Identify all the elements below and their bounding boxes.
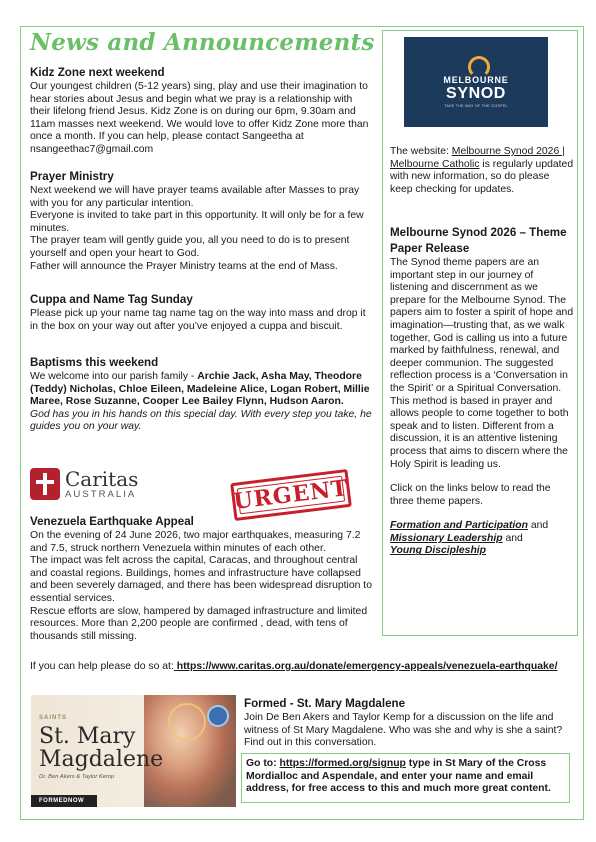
synod-website-link[interactable]: Melbourne Synod 2026 | Melbourne Catholic bbox=[390, 146, 565, 170]
urgent-stamp: URGENT bbox=[230, 469, 352, 521]
formed-rest: type in St Mary of the Cross Mordialloc and Aspendale, and enter your name and email address, for free access to this and much more great content. bbox=[246, 758, 551, 795]
saints-label: SAINTS bbox=[39, 715, 68, 721]
formed-section bbox=[244, 697, 574, 750]
kidz-zone-heading: Kidz Zone next weekend bbox=[30, 66, 165, 79]
caritas-logo-sub: AUSTRALIA bbox=[65, 488, 137, 500]
caritas-donate-link[interactable]: https://www.caritas.org.au/donate/emergency-appeals/venezuela-earthquake/ bbox=[173, 661, 558, 672]
formed-signup-link[interactable]: https://formed.org/signup bbox=[279, 758, 406, 769]
venezuela-section bbox=[30, 515, 374, 643]
synod-logo-tagline: TAKE THE WAY OF THE GOSPEL bbox=[444, 104, 508, 108]
kidz-zone-body: Our youngest children (5-12 years) sing, play and use their imagination to hear stories about Jesus and begin what we pray is a relationship with their lifelong friend Jesus. Kidz Zone is on during our 6pm, 9.30am and 11am masses next weekend. We would love to offer Kidz Zone more than once a month. If you can help, please contact Sangeetha at nsangeethac7@gmail.com bbox=[30, 81, 369, 155]
formed-goto: Go to: bbox=[246, 758, 280, 769]
synod-website-section bbox=[390, 146, 574, 196]
mary-image-line2: Magdalene bbox=[39, 747, 164, 772]
melbourne-synod-logo bbox=[404, 37, 548, 127]
synod-theme-body: The Synod theme papers are an important step in our journey of listening and discernment as we prepare for the Melbourne Synod. The papers aim to foster a spirit of hope and imagination—trusting that, as we walk together, God is calling us into a future marked by faithfulness, renewal, and deeper communion. The suggested reflection process is a ‘Conversation in the Spirit’ or a Spiritual Conversation. This method is based in prayer and allows people to come together to both speak and to listen. Different from a discussion, it is an attentive listening process that aims to discern where the Holy Spirit is leading us. bbox=[390, 257, 574, 470]
synod-theme-heading: Melbourne Synod 2026 – Theme Paper Release bbox=[390, 226, 567, 255]
prayer-ministry-p3: The prayer team will gently guide you, all you need to do is to present yourself and open your heart to God. bbox=[30, 235, 350, 259]
prayer-ministry-p1: Next weekend we will have prayer teams available after Masses to pray with you for any particular intention. bbox=[30, 185, 360, 209]
venezuela-p1: On the evening of 24 June 2026, two major earthquakes, measuring 7.2 and 7.5, struck northern Venezuela within minutes of each other. bbox=[30, 530, 361, 554]
venezuela-help-text: If you can help please do so at: bbox=[30, 661, 174, 672]
missionary-leadership-link[interactable]: Missionary Leadership bbox=[390, 532, 503, 544]
prayer-ministry-p4: Father will announce the Prayer Ministry teams at the end of Mass. bbox=[30, 260, 338, 272]
baptisms-blessing: God has you in his hands on this special day. With every step you take, he guides you on your way. bbox=[30, 408, 372, 433]
play-badge-icon bbox=[207, 705, 229, 727]
young-discipleship-link[interactable]: Young Discipleship bbox=[390, 545, 487, 557]
formed-body: Join De Ben Akers and Taylor Kemp for a discussion on the life and witness of St Mary Magdalene. Who was she and why is she a saint? Find out in this conversation. bbox=[244, 712, 563, 749]
mary-image-line1: St. Mary bbox=[39, 724, 136, 749]
synod-logo-line1: MELBOURNE bbox=[443, 75, 509, 85]
st-mary-magdalene-image bbox=[31, 695, 236, 807]
baptisms-names: Archie Jack, Asha May, Theodore (Teddy) Nicholas, Chloe Eileen, Madeleine Alice, Logan Robert, Millie Maree, Rose Suzanne, Cooper Lee Bailey Flynn, Hudson Aaron. bbox=[30, 371, 370, 408]
synod-and-1: and bbox=[527, 520, 549, 532]
synod-arc-icon bbox=[466, 56, 486, 72]
venezuela-heading: Venezuela Earthquake Appeal bbox=[30, 515, 194, 528]
cuppa-heading: Cuppa and Name Tag Sunday bbox=[30, 293, 193, 306]
caritas-cross-icon bbox=[30, 468, 60, 500]
baptisms-section bbox=[30, 356, 374, 434]
synod-website-post: is regularly updated with new information, so do please keep checking for updates. bbox=[390, 158, 574, 195]
baptisms-heading: Baptisms this weekend bbox=[30, 356, 159, 369]
caritas-logo-word: Caritas bbox=[65, 466, 139, 491]
synod-theme-section bbox=[390, 225, 574, 558]
venezuela-help bbox=[30, 661, 570, 674]
synod-website-pre: The website: bbox=[390, 146, 452, 157]
cuppa-section bbox=[30, 293, 374, 333]
synod-click-text: Click on the links below to read the three theme papers. bbox=[390, 483, 551, 507]
baptisms-intro: We welcome into our parish family - bbox=[30, 371, 198, 382]
synod-and-2: and bbox=[502, 532, 523, 544]
caritas-logo bbox=[30, 466, 148, 502]
kidz-zone-section bbox=[30, 66, 374, 157]
formation-participation-link[interactable]: Formation and Participation bbox=[390, 520, 528, 532]
formed-now-brand: FORMEDNOW bbox=[31, 795, 97, 807]
baptisms-body bbox=[30, 371, 374, 409]
mary-image-authors: Dr. Ben Akers & Taylor Kemp bbox=[39, 774, 115, 780]
formed-heading: Formed - St. Mary Magdalene bbox=[244, 697, 406, 710]
cuppa-body: Please pick up your name tag name tag on the way into mass and drop it in the box on your way out after you’ve enjoyed a cuppa and biscuit. bbox=[30, 308, 366, 332]
prayer-ministry-heading: Prayer Ministry bbox=[30, 170, 114, 183]
venezuela-p3: Rescue efforts are slow, hampered by damaged infrastructure and limited resources. More than 2,200 people are confirmed , dead, with tens of thousands still missing. bbox=[30, 605, 368, 642]
venezuela-p2: The impact was felt across the capital, Caracas, and throughout central and coastal regions. Buildings, homes and infrastructure have collapsed and been severely damaged, and there has been widespread disruption to essential services. bbox=[30, 555, 372, 604]
prayer-ministry-section bbox=[30, 170, 374, 273]
page-title: News and Announcements bbox=[30, 29, 375, 56]
formed-signup-box bbox=[241, 753, 570, 803]
synod-logo-line2: SYNOD bbox=[446, 85, 506, 102]
prayer-ministry-p2: Everyone is invited to take part in this opportunity. It will only be for a few minutes. bbox=[30, 210, 364, 234]
